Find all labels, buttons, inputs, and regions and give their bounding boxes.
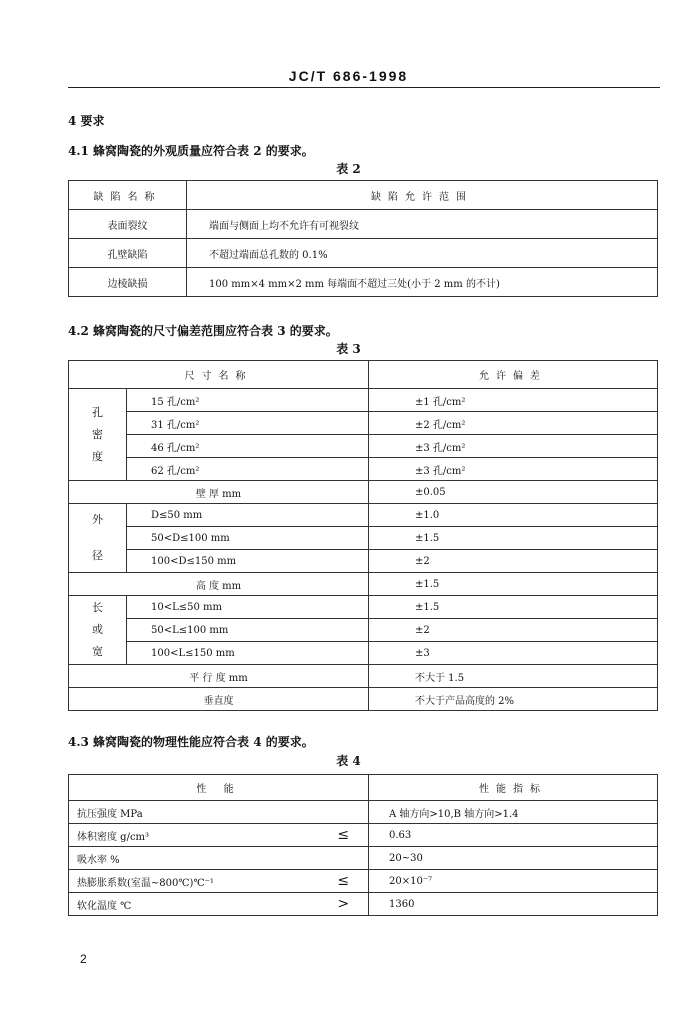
table-cell: 15 孔/cm² bbox=[127, 389, 369, 412]
table-header-cell: 允许偏差 bbox=[369, 361, 658, 389]
page-number: 2 bbox=[80, 952, 87, 966]
table-cell: ±1.0 bbox=[369, 504, 658, 527]
hole-density-label: 孔 密 度 bbox=[69, 389, 127, 481]
table-row bbox=[69, 481, 658, 504]
table-row bbox=[69, 619, 658, 642]
table-cell bbox=[319, 847, 369, 870]
table-cell: 边棱缺损 bbox=[69, 268, 187, 297]
standard-code-header: JC/T 686-1998 bbox=[288, 68, 409, 84]
table-row bbox=[69, 847, 658, 870]
table-cell: 高 度 mm bbox=[69, 573, 369, 596]
table-cell: 46 孔/cm² bbox=[127, 435, 369, 458]
table-row bbox=[69, 665, 658, 688]
table-cell: 体积密度 g/cm³ bbox=[69, 824, 319, 847]
table-cell: 不大于产品高度的 2% bbox=[369, 688, 658, 711]
table-row bbox=[69, 412, 658, 435]
table-row bbox=[69, 389, 658, 412]
table-header-cell: 性能指标 bbox=[369, 775, 658, 801]
table-cell: > bbox=[319, 893, 369, 916]
table-cell: 10<L≤50 mm bbox=[127, 596, 369, 619]
table-cell: 热膨胀系数(室温~800℃)℃⁻¹ bbox=[69, 870, 319, 893]
table-row bbox=[69, 527, 658, 550]
table-header-cell: 尺寸名称 bbox=[69, 361, 369, 389]
table-cell: ±1.5 bbox=[369, 527, 658, 550]
table-header-cell: 缺陷允许范围 bbox=[187, 181, 658, 210]
table-4-caption: 表 4 bbox=[336, 754, 361, 768]
table-row bbox=[69, 801, 658, 824]
table-cell bbox=[319, 801, 369, 824]
section-4-title: 4 要求 bbox=[68, 114, 105, 128]
table-cell: 1360 bbox=[369, 893, 658, 916]
table-row bbox=[69, 573, 658, 596]
table-row bbox=[69, 361, 658, 389]
table-cell: 20~30 bbox=[369, 847, 658, 870]
table-cell: 62 孔/cm² bbox=[127, 458, 369, 481]
table-cell: ≤ bbox=[319, 870, 369, 893]
table-row bbox=[69, 239, 658, 268]
table-row bbox=[69, 550, 658, 573]
table-cell: 不大于 1.5 bbox=[369, 665, 658, 688]
table-cell: 20×10⁻⁷ bbox=[369, 870, 658, 893]
table-cell: 50<L≤100 mm bbox=[127, 619, 369, 642]
table-cell: 100<L≤150 mm bbox=[127, 642, 369, 665]
table-cell: ±3 bbox=[369, 642, 658, 665]
table-3 bbox=[68, 360, 658, 711]
header-rule bbox=[68, 87, 660, 88]
table-cell: 端面与侧面上均不允许有可视裂纹 bbox=[187, 210, 658, 239]
table-cell: ±1 孔/cm² bbox=[369, 389, 658, 412]
outer-diameter-label: 外 径 bbox=[69, 504, 127, 573]
table-cell: 100 mm×4 mm×2 mm 每端面不超过三处(小于 2 mm 的不计) bbox=[187, 268, 658, 297]
table-cell: 不超过端面总孔数的 0.1% bbox=[187, 239, 658, 268]
table-cell: 表面裂纹 bbox=[69, 210, 187, 239]
table-row bbox=[69, 642, 658, 665]
table-row bbox=[69, 435, 658, 458]
clause-4-2: 4.2 蜂窝陶瓷的尺寸偏差范围应符合表 3 的要求。 bbox=[68, 324, 338, 338]
table-cell: 吸水率 % bbox=[69, 847, 319, 870]
clause-4-1: 4.1 蜂窝陶瓷的外观质量应符合表 2 的要求。 bbox=[68, 144, 314, 158]
table-2 bbox=[68, 180, 658, 297]
table-cell: 31 孔/cm² bbox=[127, 412, 369, 435]
table-4 bbox=[68, 774, 658, 916]
table-row bbox=[69, 268, 658, 297]
table-row bbox=[69, 596, 658, 619]
table-header-cell: 性 能 bbox=[69, 775, 369, 801]
table-cell: 100<D≤150 mm bbox=[127, 550, 369, 573]
table-row bbox=[69, 210, 658, 239]
table-cell: ≤ bbox=[319, 824, 369, 847]
table-cell: 平 行 度 mm bbox=[69, 665, 369, 688]
table-row bbox=[69, 181, 658, 210]
table-cell: A 轴方向>10,B 轴方向>1.4 bbox=[369, 801, 658, 824]
table-cell: ±1.5 bbox=[369, 573, 658, 596]
table-row bbox=[69, 824, 658, 847]
table-cell: 抗压强度 MPa bbox=[69, 801, 319, 824]
table-cell: 垂直度 bbox=[69, 688, 369, 711]
table-cell: 50<D≤100 mm bbox=[127, 527, 369, 550]
table-cell: 0.63 bbox=[369, 824, 658, 847]
table-cell: 壁 厚 mm bbox=[69, 481, 369, 504]
table-row bbox=[69, 775, 658, 801]
table-cell: ±2 孔/cm² bbox=[369, 412, 658, 435]
table-3-caption: 表 3 bbox=[336, 342, 361, 356]
clause-4-3: 4.3 蜂窝陶瓷的物理性能应符合表 4 的要求。 bbox=[68, 735, 314, 749]
table-cell: ±3 孔/cm² bbox=[369, 458, 658, 481]
table-row bbox=[69, 504, 658, 527]
table-cell: ±1.5 bbox=[369, 596, 658, 619]
table-row bbox=[69, 458, 658, 481]
table-row bbox=[69, 688, 658, 711]
table-cell: ±3 孔/cm² bbox=[369, 435, 658, 458]
table-cell: D≤50 mm bbox=[127, 504, 369, 527]
table-cell: ±0.05 bbox=[369, 481, 658, 504]
table-row bbox=[69, 870, 658, 893]
table-cell: 软化温度 ℃ bbox=[69, 893, 319, 916]
table-cell: ±2 bbox=[369, 550, 658, 573]
table-row bbox=[69, 893, 658, 916]
table-cell: 孔壁缺陷 bbox=[69, 239, 187, 268]
table-header-cell: 缺陷名称 bbox=[69, 181, 187, 210]
length-width-label: 长 或 宽 bbox=[69, 596, 127, 665]
table-2-caption: 表 2 bbox=[336, 162, 361, 176]
table-cell: ±2 bbox=[369, 619, 658, 642]
